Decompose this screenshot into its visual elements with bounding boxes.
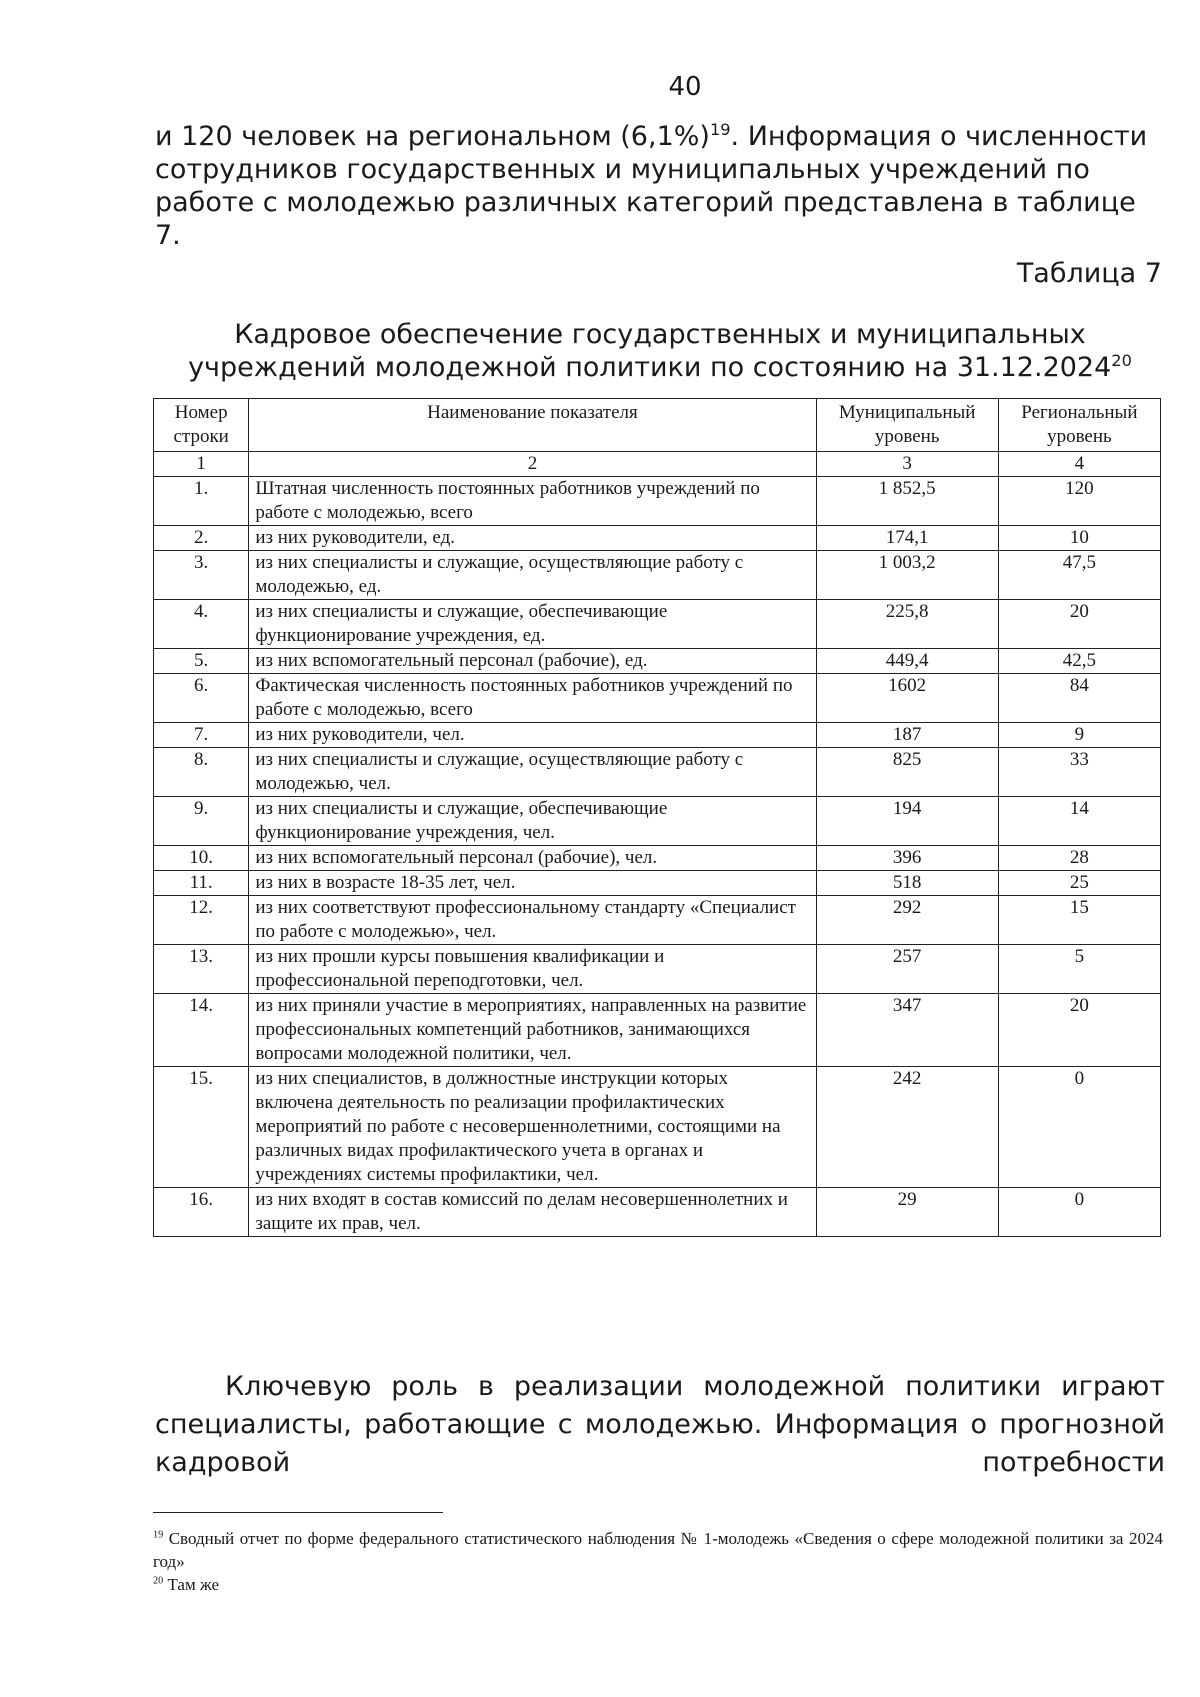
table-row xyxy=(154,551,1161,600)
indicator-name: из них руководители, чел. xyxy=(249,723,816,748)
indicator-name: из них вспомогательный персонал (рабочие), ед. xyxy=(249,649,816,674)
municipal-value: 242 xyxy=(816,1067,998,1188)
regional-value: 47,5 xyxy=(998,551,1160,600)
footnote-20: $^{20}$ Там же xyxy=(153,1575,220,1594)
row-number: 3. xyxy=(154,551,249,600)
header-municipal: Муниципальный уровень xyxy=(816,399,998,452)
table-title: Кадровое обеспечение государственных и муниципальных учреждений молодежной политики по состоянию на 31.12.2024$^{20}$ xyxy=(188,319,1132,383)
column-number: 4 xyxy=(998,452,1160,477)
regional-value: 25 xyxy=(998,871,1160,896)
table-row xyxy=(154,723,1161,748)
indicator-name: из них входят в состав комиссий по делам несовершеннолетних и защите их прав, чел. xyxy=(249,1188,816,1237)
table-row xyxy=(154,748,1161,797)
row-number: 12. xyxy=(154,896,249,945)
regional-value: 28 xyxy=(998,846,1160,871)
row-number: 6. xyxy=(154,674,249,723)
indicator-name: из них специалисты и служащие, осуществляющие работу с молодежью, чел. xyxy=(249,748,816,797)
header-indicator-name: Наименование показателя xyxy=(249,399,816,452)
municipal-value: 257 xyxy=(816,945,998,994)
row-number: 8. xyxy=(154,748,249,797)
header-row-number: Номер строки xyxy=(154,399,249,452)
table-row xyxy=(154,649,1161,674)
municipal-value: 347 xyxy=(816,994,998,1067)
row-number: 15. xyxy=(154,1067,249,1188)
row-number: 5. xyxy=(154,649,249,674)
indicator-name: из них специалисты и служащие, осуществляющие работу с молодежью, ед. xyxy=(249,551,816,600)
staffing-table xyxy=(153,398,1161,1237)
municipal-value: 194 xyxy=(816,797,998,846)
table-row xyxy=(154,1188,1161,1237)
indicator-name: из них приняли участие в мероприятиях, направленных на развитие профессиональных компетенций работников, занимающихся вопросами молодежной политики, чел. xyxy=(249,994,816,1067)
municipal-value: 396 xyxy=(816,846,998,871)
municipal-value: 225,8 xyxy=(816,600,998,649)
table-row xyxy=(154,871,1161,896)
indicator-name: из них соответствуют профессиональному стандарту «Специалист по работе с молодежью», чел. xyxy=(249,896,816,945)
regional-value: 5 xyxy=(998,945,1160,994)
column-number: 1 xyxy=(154,452,249,477)
table-row xyxy=(154,674,1161,723)
regional-value: 20 xyxy=(998,600,1160,649)
indicator-name: из них специалистов, в должностные инструкции которых включена деятельность по реализации профилактических мероприятий по работе с несовершеннолетними, состоящими на различных видах профилактического учета в органах и учреждениях системы профилактики, чел. xyxy=(249,1067,816,1188)
row-number: 4. xyxy=(154,600,249,649)
column-number: 2 xyxy=(249,452,816,477)
municipal-value: 1 852,5 xyxy=(816,477,998,526)
indicator-name: из них в возрасте 18-35 лет, чел. xyxy=(249,871,816,896)
table-header-row xyxy=(154,399,1161,452)
table-row xyxy=(154,945,1161,994)
footnotes xyxy=(153,1527,1163,1596)
table-row xyxy=(154,896,1161,945)
indicator-name: Штатная численность постоянных работников учреждений по работе с молодежью, всего xyxy=(249,477,816,526)
row-number: 2. xyxy=(154,526,249,551)
row-number: 16. xyxy=(154,1188,249,1237)
row-number: 10. xyxy=(154,846,249,871)
footnote-ref-20: 20 xyxy=(1111,351,1132,370)
indicator-name: из них прошли курсы повышения квалификации и профессиональной переподготовки, чел. xyxy=(249,945,816,994)
regional-value: 84 xyxy=(998,674,1160,723)
table-row xyxy=(154,994,1161,1067)
indicator-name: из них специалисты и служащие, обеспечивающие функционирование учреждения, чел. xyxy=(249,797,816,846)
footnote-19: $^{19}$ Сводный отчет по форме федерального статистического наблюдения № 1-молодежь «Сведения о сфере молодежной политики за 2024 год» xyxy=(153,1529,1163,1571)
municipal-value: 825 xyxy=(816,748,998,797)
indicator-name: из них руководители, ед. xyxy=(249,526,816,551)
table-row xyxy=(154,846,1161,871)
row-number: 13. xyxy=(154,945,249,994)
table-row xyxy=(154,797,1161,846)
regional-value: 0 xyxy=(998,1188,1160,1237)
regional-value: 33 xyxy=(998,748,1160,797)
municipal-value: 1602 xyxy=(816,674,998,723)
regional-value: 10 xyxy=(998,526,1160,551)
municipal-value: 187 xyxy=(816,723,998,748)
table-row xyxy=(154,526,1161,551)
indicator-name: Фактическая численность постоянных работников учреждений по работе с молодежью, всего xyxy=(249,674,816,723)
column-number: 3 xyxy=(816,452,998,477)
indicator-name: из них специалисты и служащие, обеспечивающие функционирование учреждения, ед. xyxy=(249,600,816,649)
indicator-name: из них вспомогательный персонал (рабочие), чел. xyxy=(249,846,816,871)
regional-value: 0 xyxy=(998,1067,1160,1188)
page-number: 40 xyxy=(668,72,702,102)
municipal-value: 292 xyxy=(816,896,998,945)
regional-value: 120 xyxy=(998,477,1160,526)
footnote-ref-19: 19 xyxy=(709,120,731,139)
table-row xyxy=(154,1067,1161,1188)
footnote-divider xyxy=(153,1512,443,1513)
table-row xyxy=(154,477,1161,526)
row-number: 14. xyxy=(154,994,249,1067)
regional-value: 20 xyxy=(998,994,1160,1067)
municipal-value: 449,4 xyxy=(816,649,998,674)
table-label: Таблица 7 xyxy=(1016,258,1162,289)
regional-value: 14 xyxy=(998,797,1160,846)
row-number: 1. xyxy=(154,477,249,526)
row-number: 11. xyxy=(154,871,249,896)
intro-paragraph: и 120 человек на региональном $(6,1\%)^{19}$. Информация о численности сотрудников государственных и муниципальных учреждений по работе с молодежью различных категорий представлена в таблице 7. xyxy=(155,120,1148,251)
table-row xyxy=(154,600,1161,649)
header-regional: Региональный уровень xyxy=(998,399,1160,452)
regional-value: 15 xyxy=(998,896,1160,945)
municipal-value: 29 xyxy=(816,1188,998,1237)
regional-value: 42,5 xyxy=(998,649,1160,674)
municipal-value: 174,1 xyxy=(816,526,998,551)
regional-value: 9 xyxy=(998,723,1160,748)
column-number-row xyxy=(154,452,1161,477)
closing-paragraph: Ключевую роль в реализации молодежной политики играют специалисты, работающие с молодежью. Информация о прогнозной кадровой потребности xyxy=(155,1371,1165,1478)
municipal-value: 1 003,2 xyxy=(816,551,998,600)
row-number: 9. xyxy=(154,797,249,846)
municipal-value: 518 xyxy=(816,871,998,896)
row-number: 7. xyxy=(154,723,249,748)
